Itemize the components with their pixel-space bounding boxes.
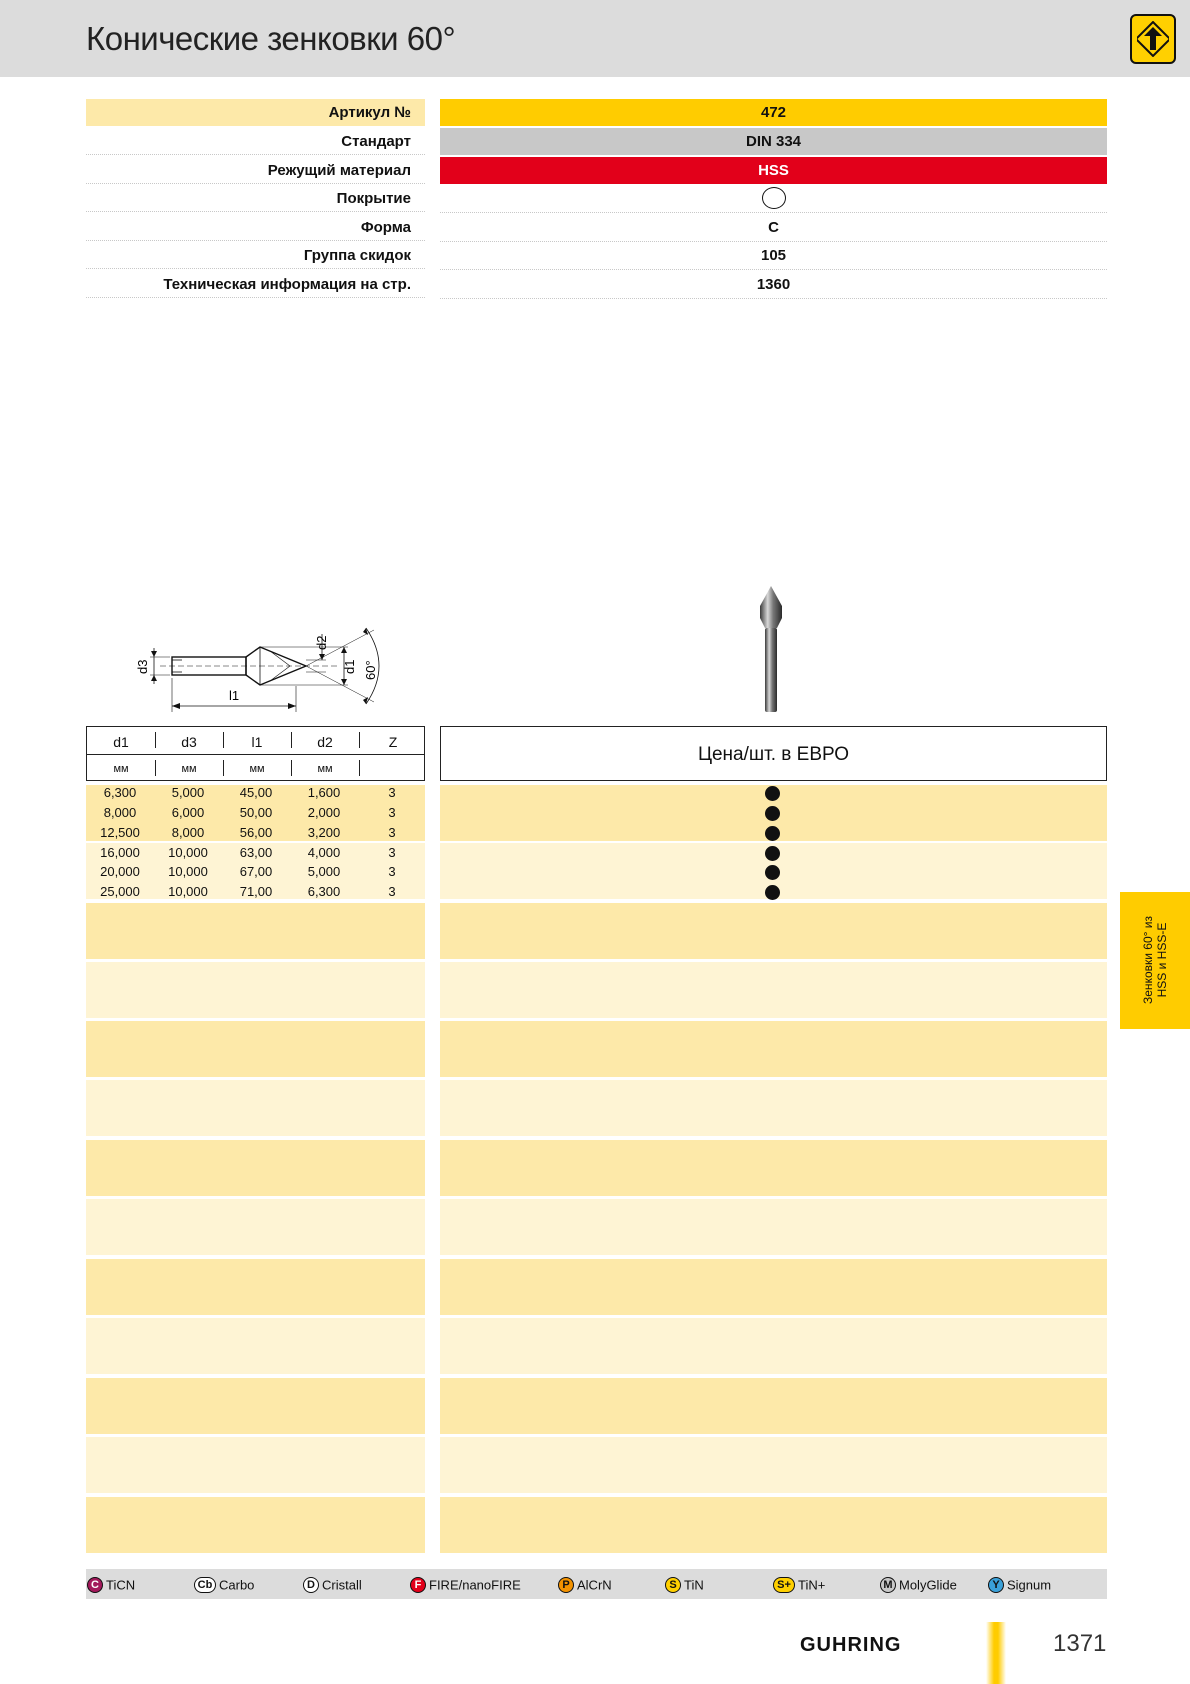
legend-item-tin-plus — [773, 1575, 825, 1595]
cell-d2: 1,600 — [307, 785, 341, 800]
availability-dot-icon — [765, 826, 780, 841]
legend-label: Carbo — [219, 1577, 255, 1593]
drawing-label-d3: d3 — [135, 659, 150, 674]
cell-z: 3 — [388, 825, 396, 840]
spec-value-article: 472 — [440, 99, 1107, 126]
drawing-label-d2: d2 — [314, 635, 329, 650]
table-row — [86, 803, 425, 823]
band-right — [440, 903, 1107, 959]
band-left — [86, 1140, 425, 1196]
coating-s-icon: S — [665, 1577, 681, 1593]
page-number: 1371 — [1053, 1630, 1107, 1657]
side-tab-line-1: Зенковки 60° из — [1141, 916, 1155, 1004]
band-right — [440, 962, 1107, 1018]
technical-drawing — [130, 620, 400, 725]
cell-l1: 67,00 — [239, 864, 273, 879]
band-left — [86, 1199, 425, 1255]
spec-value-tech-info: 1360 — [440, 271, 1107, 299]
coating-legend — [86, 1569, 1107, 1599]
column-header-d2: d2 — [317, 734, 333, 750]
unit-l1: мм — [249, 763, 265, 775]
cell-l1: 56,00 — [239, 825, 273, 840]
legend-label: MolyGlide — [899, 1577, 957, 1593]
legend-label: Cristall — [322, 1577, 362, 1593]
cell-z: 3 — [388, 805, 396, 820]
band-right — [440, 1318, 1107, 1374]
cell-d1: 16,000 — [100, 845, 140, 860]
coating-m-icon: M — [880, 1577, 896, 1593]
cell-d1: 20,000 — [100, 864, 140, 879]
brand-logo: GUHRING — [800, 1634, 902, 1656]
table-row — [86, 882, 425, 902]
column-separator — [223, 760, 224, 776]
band-right — [440, 1437, 1107, 1493]
column-separator — [223, 732, 224, 748]
band-right — [440, 1080, 1107, 1136]
cell-z: 3 — [388, 845, 396, 860]
legend-item-ticn — [87, 1575, 135, 1595]
availability-dot-icon — [765, 885, 780, 900]
legend-label: AlCrN — [577, 1577, 612, 1593]
drawing-label-d1: d1 — [342, 659, 357, 674]
unit-d1: мм — [113, 763, 129, 775]
legend-item-tin — [665, 1575, 704, 1595]
cell-l1: 45,00 — [239, 785, 273, 800]
legend-item-molyglide — [880, 1575, 957, 1595]
legend-label: TiN — [684, 1577, 704, 1593]
legend-item-fire — [410, 1575, 521, 1595]
product-photo — [758, 584, 784, 719]
cell-l1: 50,00 — [239, 805, 273, 820]
cell-d1: 25,000 — [100, 884, 140, 899]
band-left — [86, 1080, 425, 1136]
coating-d-icon: D — [303, 1577, 319, 1593]
unit-d2: мм — [317, 763, 333, 775]
spec-label-coating: Покрытие — [86, 185, 425, 212]
cell-z: 3 — [388, 864, 396, 879]
cell-z: 3 — [388, 785, 396, 800]
column-header-d3: d3 — [181, 734, 197, 750]
unit-d3: мм — [181, 763, 197, 775]
cell-d3: 10,000 — [168, 884, 208, 899]
coating-cb-icon: Cb — [194, 1577, 216, 1593]
availability-dot-icon — [765, 846, 780, 861]
cell-d3: 6,000 — [171, 805, 205, 820]
coating-f-icon: F — [410, 1577, 426, 1593]
legend-item-cristall — [303, 1575, 362, 1595]
spec-label-form: Форма — [86, 214, 425, 241]
availability-dot-icon — [765, 865, 780, 880]
side-tab-line-2: HSS и HSS-E — [1155, 922, 1169, 998]
cell-l1: 63,00 — [239, 845, 273, 860]
cell-d2: 6,300 — [307, 884, 341, 899]
band-left — [86, 1259, 425, 1315]
band-right — [440, 1021, 1107, 1077]
legend-item-signum — [988, 1575, 1051, 1595]
drawing-label-l1: l1 — [229, 688, 240, 703]
column-separator — [291, 760, 292, 776]
drawing-label-angle: 60° — [363, 660, 378, 680]
page-title: Конические зенковки 60° — [86, 20, 456, 57]
section-side-tab[interactable] — [1120, 892, 1190, 1029]
cell-d2: 2,000 — [307, 805, 341, 820]
header-divider — [87, 754, 424, 755]
cell-d2: 4,000 — [307, 845, 341, 860]
column-separator — [291, 732, 292, 748]
column-separator — [359, 760, 360, 776]
table-header — [86, 726, 425, 781]
legend-item-carbo — [194, 1575, 254, 1595]
band-left — [86, 1437, 425, 1493]
cell-l1: 71,00 — [239, 884, 273, 899]
band-left — [86, 962, 425, 1018]
spec-value-discount-group: 105 — [440, 242, 1107, 270]
side-tab-text — [1141, 895, 1169, 1025]
cell-d3: 8,000 — [171, 825, 205, 840]
column-header-l1: l1 — [251, 734, 263, 750]
cell-d3: 10,000 — [168, 845, 208, 860]
column-separator — [155, 760, 156, 776]
cell-d1: 6,300 — [103, 785, 137, 800]
legend-label: Signum — [1007, 1577, 1052, 1593]
band-right — [440, 1378, 1107, 1434]
cell-d3: 5,000 — [171, 785, 205, 800]
uncoated-circle-icon — [762, 187, 786, 209]
cell-d1: 12,500 — [100, 825, 140, 840]
band-right — [440, 1259, 1107, 1315]
spec-label-article: Артикул № — [86, 99, 425, 126]
spec-value-standard: DIN 334 — [440, 128, 1107, 155]
band-left — [86, 1318, 425, 1374]
table-row — [86, 823, 425, 843]
availability-dot-icon — [765, 786, 780, 801]
legend-item-alcrn — [558, 1575, 612, 1595]
table-row — [86, 843, 425, 863]
cell-d2: 3,200 — [307, 825, 341, 840]
band-left — [86, 1021, 425, 1077]
column-header-z: Z — [388, 734, 398, 750]
column-header-d1: d1 — [113, 734, 129, 750]
price-header: Цена/шт. в ЕВРО — [440, 726, 1107, 781]
countersink-icon — [1130, 14, 1176, 64]
spec-label-discount-group: Группа скидок — [86, 242, 425, 269]
coating-s-plus-icon: S+ — [773, 1577, 795, 1593]
cell-d2: 5,000 — [307, 864, 341, 879]
band-left — [86, 903, 425, 959]
footer-accent-bar — [986, 1622, 1006, 1684]
legend-label: TiN+ — [798, 1577, 826, 1593]
cell-d3: 10,000 — [168, 864, 208, 879]
spec-label-material: Режущий материал — [86, 157, 425, 184]
availability-dot-icon — [765, 806, 780, 821]
table-row — [86, 862, 425, 882]
column-separator — [359, 732, 360, 748]
band-right — [440, 1199, 1107, 1255]
legend-label: TiCN — [106, 1577, 136, 1593]
spec-value-material: HSS — [440, 157, 1107, 184]
band-left — [86, 1378, 425, 1434]
column-separator — [155, 732, 156, 748]
cell-d1: 8,000 — [103, 805, 137, 820]
cell-z: 3 — [388, 884, 396, 899]
band-right — [440, 1140, 1107, 1196]
spec-value-coating — [440, 185, 1107, 213]
spec-label-standard: Стандарт — [86, 128, 425, 155]
coating-p-icon: P — [558, 1577, 574, 1593]
page-header — [0, 0, 1190, 77]
table-row — [86, 783, 425, 803]
coating-y-icon: Y — [988, 1577, 1004, 1593]
legend-label: FIRE/nanoFIRE — [429, 1577, 521, 1593]
spec-value-form: C — [440, 214, 1107, 242]
band-right — [440, 1497, 1107, 1553]
band-left — [86, 1497, 425, 1553]
coating-c-icon: C — [87, 1577, 103, 1593]
spec-label-tech-info: Техническая информация на стр. — [86, 271, 425, 298]
